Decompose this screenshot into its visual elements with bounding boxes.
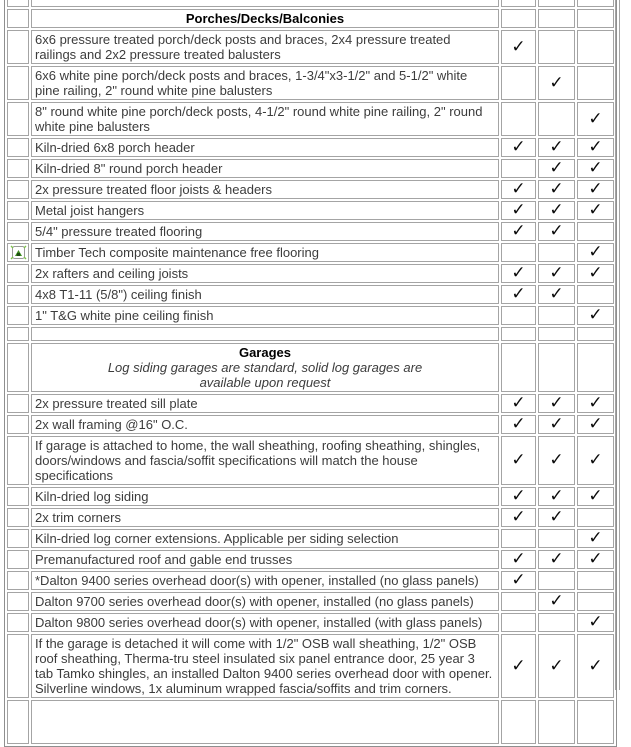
checkmark-icon: ✓ bbox=[549, 179, 564, 199]
check-cell-2 bbox=[538, 529, 575, 548]
icon-cell bbox=[7, 343, 29, 392]
check-cell-2 bbox=[538, 9, 575, 28]
checkmark-icon: ✓ bbox=[511, 221, 526, 241]
table-row bbox=[7, 285, 614, 304]
spec-description: Kiln-dried 6x8 porch header bbox=[31, 138, 499, 157]
check-cell-3 bbox=[577, 285, 614, 304]
check-cell-1 bbox=[501, 394, 536, 413]
icon-cell bbox=[7, 613, 29, 632]
check-cell-1 bbox=[501, 0, 536, 7]
check-cell-1 bbox=[501, 700, 536, 744]
checkmark-icon: ✓ bbox=[588, 200, 603, 220]
check-cell-2 bbox=[538, 436, 575, 485]
checkmark-icon: ✓ bbox=[511, 486, 526, 506]
table-row bbox=[7, 508, 614, 527]
outer-table-right-border bbox=[615, 0, 620, 690]
check-cell-3 bbox=[577, 66, 614, 100]
spacer-cell bbox=[31, 700, 499, 744]
check-cell-3 bbox=[577, 264, 614, 283]
check-cell-1 bbox=[501, 138, 536, 157]
check-cell-3 bbox=[577, 159, 614, 178]
check-cell-3 bbox=[577, 102, 614, 136]
check-cell-1 bbox=[501, 487, 536, 506]
table-row bbox=[7, 30, 614, 64]
check-cell-2 bbox=[538, 306, 575, 325]
table-row bbox=[7, 243, 614, 262]
check-cell-3 bbox=[577, 243, 614, 262]
check-cell-1 bbox=[501, 9, 536, 28]
checkmark-icon: ✓ bbox=[511, 570, 526, 590]
icon-cell bbox=[7, 306, 29, 325]
check-cell-2 bbox=[538, 180, 575, 199]
table-row bbox=[7, 306, 614, 325]
checkmark-icon: ✓ bbox=[588, 612, 603, 632]
checkmark-icon: ✓ bbox=[588, 137, 603, 157]
spec-sheet bbox=[4, 0, 617, 747]
table-row bbox=[7, 222, 614, 241]
check-cell-1 bbox=[501, 634, 536, 698]
check-cell-3 bbox=[577, 508, 614, 527]
checkmark-icon: ✓ bbox=[511, 507, 526, 527]
icon-cell bbox=[7, 415, 29, 434]
table-row bbox=[7, 264, 614, 283]
check-cell-2 bbox=[538, 508, 575, 527]
clipped-row-bottom bbox=[7, 700, 614, 744]
icon-cell bbox=[7, 201, 29, 220]
icon-cell bbox=[7, 138, 29, 157]
checkmark-icon: ✓ bbox=[549, 263, 564, 283]
check-cell-1 bbox=[501, 343, 536, 392]
icon-cell bbox=[7, 180, 29, 199]
table-row bbox=[7, 613, 614, 632]
checkmark-icon: ✓ bbox=[549, 655, 564, 676]
spacer-cell bbox=[31, 0, 499, 7]
table-row bbox=[7, 180, 614, 199]
checkmark-icon: ✓ bbox=[511, 263, 526, 283]
icon-cell bbox=[7, 487, 29, 506]
checkmark-icon: ✓ bbox=[549, 72, 564, 93]
check-cell-2 bbox=[538, 66, 575, 100]
check-cell-2 bbox=[538, 159, 575, 178]
spec-description: Metal joist hangers bbox=[31, 201, 499, 220]
check-cell-3 bbox=[577, 634, 614, 698]
checkmark-icon: ✓ bbox=[588, 305, 603, 325]
section-subtitle: Log siding garages are standard, solid log garages are available upon request bbox=[107, 360, 423, 390]
check-cell-1 bbox=[501, 285, 536, 304]
checkmark-icon: ✓ bbox=[511, 655, 526, 676]
section-title: Porches/Decks/Balconies bbox=[185, 11, 345, 26]
spec-description: 6x6 pressure treated porch/deck posts and braces, 2x4 pressure treated railings and 2x2 pressure treated balusters bbox=[31, 30, 499, 64]
check-cell-3 bbox=[577, 613, 614, 632]
table-row bbox=[7, 415, 614, 434]
icon-cell bbox=[7, 634, 29, 698]
icon-cell bbox=[7, 222, 29, 241]
check-cell-2 bbox=[538, 571, 575, 590]
check-cell-2 bbox=[538, 138, 575, 157]
spec-description: 4x8 T1-11 (5/8") ceiling finish bbox=[31, 285, 499, 304]
spec-description: Kiln-dried log siding bbox=[31, 487, 499, 506]
check-cell-2 bbox=[538, 394, 575, 413]
icon-cell bbox=[7, 30, 29, 64]
spec-description: 2x pressure treated floor joists & headers bbox=[31, 180, 499, 199]
icon-cell bbox=[7, 529, 29, 548]
spec-description: Premanufactured roof and gable end trusses bbox=[31, 550, 499, 569]
check-cell-2 bbox=[538, 327, 575, 341]
checkmark-icon: ✓ bbox=[588, 486, 603, 506]
check-cell-2 bbox=[538, 343, 575, 392]
check-cell-3 bbox=[577, 487, 614, 506]
table-row bbox=[7, 634, 614, 698]
check-cell-2 bbox=[538, 243, 575, 262]
check-cell-2 bbox=[538, 285, 575, 304]
check-cell-1 bbox=[501, 222, 536, 241]
check-cell-2 bbox=[538, 30, 575, 64]
checkmark-icon: ✓ bbox=[511, 393, 526, 413]
checkmark-icon: ✓ bbox=[511, 200, 526, 220]
check-cell-1 bbox=[501, 201, 536, 220]
spec-description: *Dalton 9400 series overhead door(s) with opener, installed (no glass panels) bbox=[31, 571, 499, 590]
checkmark-icon: ✓ bbox=[511, 36, 526, 57]
section-header-row bbox=[7, 343, 614, 392]
check-cell-3 bbox=[577, 201, 614, 220]
check-cell-1 bbox=[501, 30, 536, 64]
photo-icon[interactable] bbox=[8, 244, 28, 261]
check-cell-1 bbox=[501, 508, 536, 527]
spec-table bbox=[4, 0, 617, 747]
spec-description: If the garage is detached it will come with 1/2" OSB wall sheathing, 1/2" OSB roof sheathing, Therma-tru steel insulated six panel entrance door, 25 year 3 tab Tamko shingles, an installed Dalton 9400 series overhead door with opener. Silverline windows, 1x aluminum wrapped fascia/soffits and trim corners. bbox=[31, 634, 499, 698]
checkmark-icon: ✓ bbox=[511, 549, 526, 569]
checkmark-icon: ✓ bbox=[588, 242, 603, 262]
spec-description: 2x rafters and ceiling joists bbox=[31, 264, 499, 283]
icon-cell bbox=[7, 592, 29, 611]
check-cell-3 bbox=[577, 394, 614, 413]
check-cell-2 bbox=[538, 634, 575, 698]
icon-cell bbox=[7, 700, 29, 744]
icon-cell bbox=[7, 508, 29, 527]
icon-cell bbox=[7, 285, 29, 304]
spec-description: 2x trim corners bbox=[31, 508, 499, 527]
check-cell-1 bbox=[501, 550, 536, 569]
table-row bbox=[7, 159, 614, 178]
spec-description: 8" round white pine porch/deck posts, 4-1/2" round white pine railing, 2" round white pine balusters bbox=[31, 102, 499, 136]
icon-cell bbox=[7, 394, 29, 413]
check-cell-2 bbox=[538, 613, 575, 632]
spec-table-body bbox=[7, 0, 614, 744]
check-cell-2 bbox=[538, 102, 575, 136]
section-title: Garages bbox=[238, 345, 292, 360]
check-cell-1 bbox=[501, 66, 536, 100]
check-cell-1 bbox=[501, 592, 536, 611]
checkmark-icon: ✓ bbox=[549, 591, 564, 611]
table-row bbox=[7, 138, 614, 157]
check-cell-2 bbox=[538, 201, 575, 220]
checkmark-icon: ✓ bbox=[588, 393, 603, 413]
check-cell-1 bbox=[501, 243, 536, 262]
table-row bbox=[7, 66, 614, 100]
checkmark-icon: ✓ bbox=[588, 108, 603, 129]
table-row bbox=[7, 592, 614, 611]
check-cell-3 bbox=[577, 550, 614, 569]
check-cell-1 bbox=[501, 571, 536, 590]
spec-description: 6x6 white pine porch/deck posts and braces, 1-3/4"x3-1/2" and 5-1/2" white pine railing, 2" round white pine balusters bbox=[31, 66, 499, 100]
table-row bbox=[7, 529, 614, 548]
table-row bbox=[7, 102, 614, 136]
checkmark-icon: ✓ bbox=[511, 450, 526, 470]
check-cell-1 bbox=[501, 102, 536, 136]
icon-cell bbox=[7, 550, 29, 569]
checkmark-icon: ✓ bbox=[549, 200, 564, 220]
icon-cell bbox=[7, 159, 29, 178]
check-cell-2 bbox=[538, 700, 575, 744]
check-cell-1 bbox=[501, 159, 536, 178]
checkmark-icon: ✓ bbox=[588, 549, 603, 569]
check-cell-3 bbox=[577, 180, 614, 199]
check-cell-1 bbox=[501, 180, 536, 199]
check-cell-1 bbox=[501, 264, 536, 283]
table-row bbox=[7, 394, 614, 413]
check-cell-1 bbox=[501, 436, 536, 485]
section-header-cell bbox=[31, 343, 499, 392]
check-cell-3 bbox=[577, 9, 614, 28]
table-row bbox=[7, 201, 614, 220]
spec-description: Timber Tech composite maintenance free flooring bbox=[31, 243, 499, 262]
check-cell-3 bbox=[577, 306, 614, 325]
table-row bbox=[7, 436, 614, 485]
spacer-row bbox=[7, 327, 614, 341]
checkmark-icon: ✓ bbox=[549, 393, 564, 413]
checkmark-icon: ✓ bbox=[511, 284, 526, 304]
spec-description: Kiln-dried 8" round porch header bbox=[31, 159, 499, 178]
spec-description: Dalton 9700 series overhead door(s) with opener, installed (no glass panels) bbox=[31, 592, 499, 611]
check-cell-3 bbox=[577, 592, 614, 611]
check-cell-2 bbox=[538, 592, 575, 611]
icon-cell bbox=[7, 571, 29, 590]
check-cell-3 bbox=[577, 222, 614, 241]
section-header-cell bbox=[31, 9, 499, 28]
icon-cell bbox=[7, 102, 29, 136]
checkmark-icon: ✓ bbox=[549, 158, 564, 178]
checkmark-icon: ✓ bbox=[549, 137, 564, 157]
checkmark-icon: ✓ bbox=[588, 414, 603, 434]
checkmark-icon: ✓ bbox=[549, 284, 564, 304]
checkmark-icon: ✓ bbox=[588, 450, 603, 470]
checkmark-icon: ✓ bbox=[511, 414, 526, 434]
spacer-cell bbox=[31, 327, 499, 341]
checkmark-icon: ✓ bbox=[588, 263, 603, 283]
checkmark-icon: ✓ bbox=[549, 549, 564, 569]
checkmark-icon: ✓ bbox=[588, 158, 603, 178]
checkmark-icon: ✓ bbox=[549, 486, 564, 506]
check-cell-3 bbox=[577, 343, 614, 392]
spec-description: Dalton 9800 series overhead door(s) with opener, installed (with glass panels) bbox=[31, 613, 499, 632]
icon-cell bbox=[7, 264, 29, 283]
check-cell-1 bbox=[501, 327, 536, 341]
check-cell-2 bbox=[538, 264, 575, 283]
check-cell-3 bbox=[577, 0, 614, 7]
check-cell-3 bbox=[577, 571, 614, 590]
check-cell-2 bbox=[538, 0, 575, 7]
icon-cell bbox=[7, 0, 29, 7]
check-cell-1 bbox=[501, 306, 536, 325]
check-cell-3 bbox=[577, 700, 614, 744]
spec-description: If garage is attached to home, the wall sheathing, roofing sheathing, shingles, doors/windows and fascia/soffit specifications will match the house specifications bbox=[31, 436, 499, 485]
checkmark-icon: ✓ bbox=[588, 528, 603, 548]
checkmark-icon: ✓ bbox=[588, 179, 603, 199]
check-cell-3 bbox=[577, 436, 614, 485]
check-cell-2 bbox=[538, 550, 575, 569]
checkmark-icon: ✓ bbox=[549, 450, 564, 470]
check-cell-1 bbox=[501, 529, 536, 548]
icon-cell bbox=[7, 9, 29, 28]
icon-cell bbox=[7, 243, 29, 262]
table-row bbox=[7, 487, 614, 506]
spec-description: 1" T&G white pine ceiling finish bbox=[31, 306, 499, 325]
checkmark-icon: ✓ bbox=[511, 179, 526, 199]
clipped-row-top bbox=[7, 0, 614, 7]
spec-description: 2x pressure treated sill plate bbox=[31, 394, 499, 413]
check-cell-2 bbox=[538, 222, 575, 241]
check-cell-3 bbox=[577, 529, 614, 548]
table-row bbox=[7, 571, 614, 590]
spec-description: 2x wall framing @16" O.C. bbox=[31, 415, 499, 434]
checkmark-icon: ✓ bbox=[588, 655, 603, 676]
spec-description: 5/4" pressure treated flooring bbox=[31, 222, 499, 241]
icon-cell bbox=[7, 436, 29, 485]
check-cell-1 bbox=[501, 613, 536, 632]
checkmark-icon: ✓ bbox=[511, 137, 526, 157]
spec-description: Kiln-dried log corner extensions. Applicable per siding selection bbox=[31, 529, 499, 548]
icon-cell bbox=[7, 327, 29, 341]
table-row bbox=[7, 550, 614, 569]
icon-cell bbox=[7, 66, 29, 100]
check-cell-3 bbox=[577, 327, 614, 341]
check-cell-3 bbox=[577, 30, 614, 64]
check-cell-2 bbox=[538, 487, 575, 506]
checkmark-icon: ✓ bbox=[549, 221, 564, 241]
check-cell-2 bbox=[538, 415, 575, 434]
section-header-row bbox=[7, 9, 614, 28]
check-cell-3 bbox=[577, 138, 614, 157]
check-cell-1 bbox=[501, 415, 536, 434]
checkmark-icon: ✓ bbox=[549, 414, 564, 434]
checkmark-icon: ✓ bbox=[549, 507, 564, 527]
check-cell-3 bbox=[577, 415, 614, 434]
